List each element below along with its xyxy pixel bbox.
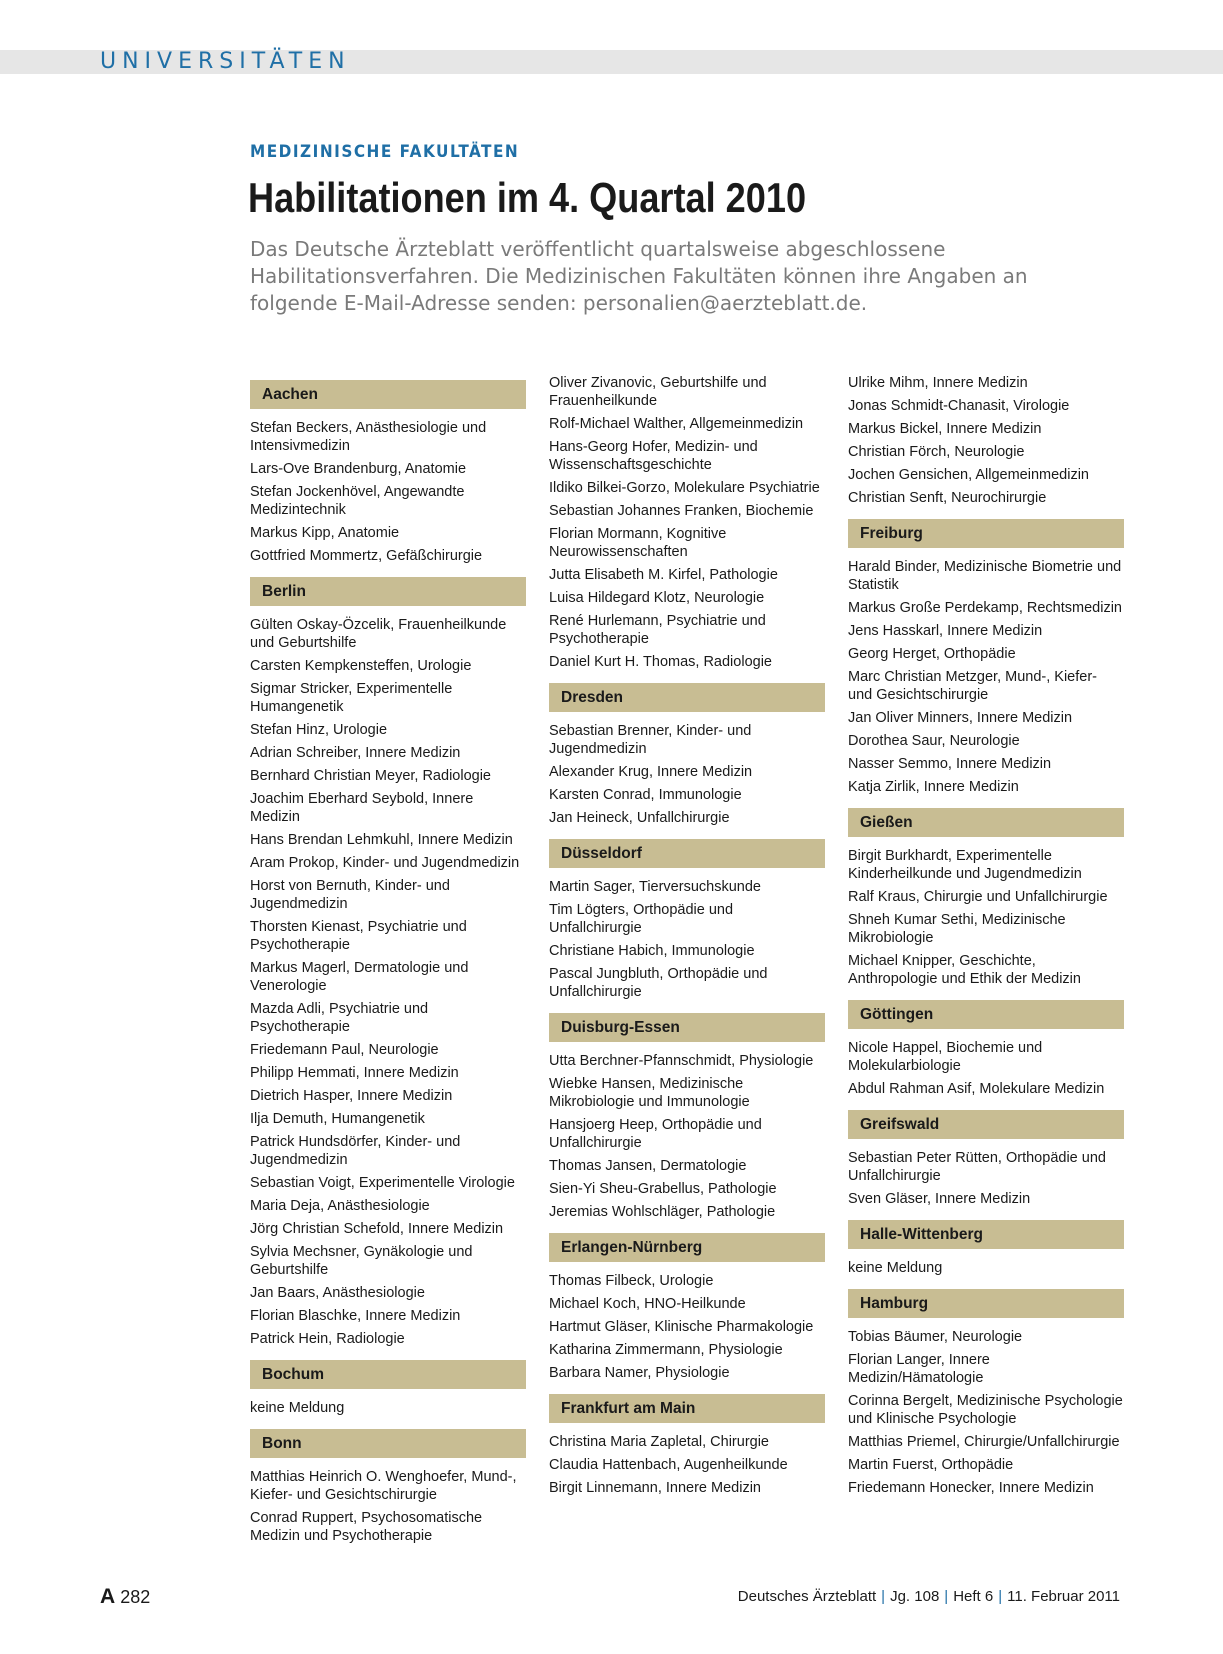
faculty-section bbox=[549, 839, 825, 1001]
habilitation-entry: Dietrich Hasper, Innere Medizin bbox=[250, 1088, 453, 1104]
habilitation-entry: Corinna Bergelt, Medizinische Psychologie und Klinische Psychologie bbox=[848, 1393, 1123, 1427]
habilitation-entry: Maria Deja, Anästhesiologie bbox=[250, 1198, 430, 1214]
page-number-value: 282 bbox=[120, 1587, 151, 1607]
habilitation-entry: Oliver Zivanovic, Geburtshilfe und Frauenheilkunde bbox=[549, 375, 767, 409]
habilitation-entry: Markus Magerl, Dermatologie und Venerologie bbox=[250, 960, 469, 994]
habilitation-entry: Michael Knipper, Geschichte, Anthropologie und Ethik der Medizin bbox=[848, 953, 1081, 987]
habilitation-entry: Florian Langer, Innere Medizin/Hämatologie bbox=[848, 1352, 990, 1386]
habilitation-entry: Christian Senft, Neurochirurgie bbox=[848, 490, 1047, 506]
habilitation-entry: Marc Christian Metzger, Mund-, Kiefer- und Gesichtschirurgie bbox=[848, 669, 1097, 703]
habilitation-entry: Birgit Burkhardt, Experimentelle Kinderheilkunde und Jugendmedizin bbox=[848, 848, 1082, 882]
habilitation-entry: Sebastian Peter Rütten, Orthopädie und Unfallchirurgie bbox=[848, 1150, 1106, 1184]
habilitation-entry: Katharina Zimmermann, Physiologie bbox=[549, 1342, 783, 1358]
faculty-heading: Frankfurt am Main bbox=[549, 1394, 825, 1423]
habilitation-entry: keine Meldung bbox=[848, 1260, 943, 1276]
habilitation-entry: Patrick Hein, Radiologie bbox=[250, 1331, 405, 1347]
habilitation-entry: Hansjoerg Heep, Orthopädie und Unfallchirurgie bbox=[549, 1117, 762, 1151]
habilitation-entry: Hartmut Gläser, Klinische Pharmakologie bbox=[549, 1319, 814, 1335]
faculty-heading: Freiburg bbox=[848, 519, 1124, 548]
habilitation-entry: Jan Heineck, Unfallchirurgie bbox=[549, 810, 730, 826]
habilitation-entry: Hans Brendan Lehmkuhl, Innere Medizin bbox=[250, 832, 513, 848]
habilitation-entry: Patrick Hundsdörfer, Kinder- und Jugendmedizin bbox=[250, 1134, 461, 1168]
habilitation-entry: Sebastian Brenner, Kinder- und Jugendmedizin bbox=[549, 723, 752, 757]
faculty-section bbox=[848, 1110, 1124, 1208]
habilitation-entry: Shneh Kumar Sethi, Medizinische Mikrobiologie bbox=[848, 912, 1066, 946]
habilitation-entry: Christina Maria Zapletal, Chirurgie bbox=[549, 1434, 769, 1450]
habilitation-entry: Adrian Schreiber, Innere Medizin bbox=[250, 745, 461, 761]
habilitation-entry: Karsten Conrad, Immunologie bbox=[549, 787, 742, 803]
habilitation-entry: Jutta Elisabeth M. Kirfel, Pathologie bbox=[549, 567, 778, 583]
faculty-section bbox=[848, 808, 1124, 988]
habilitation-entry: Martin Sager, Tierversuchskunde bbox=[549, 879, 761, 895]
habilitation-entry: Florian Blaschke, Innere Medizin bbox=[250, 1308, 461, 1324]
faculty-heading: Halle-Wittenberg bbox=[848, 1220, 1124, 1249]
habilitation-entry: Utta Berchner-Pfannschmidt, Physiologie bbox=[549, 1053, 814, 1069]
faculty-section bbox=[549, 1013, 825, 1221]
faculty-heading: Göttingen bbox=[848, 1000, 1124, 1029]
habilitation-entry: Aram Prokop, Kinder- und Jugendmedizin bbox=[250, 855, 520, 871]
faculty-heading: Duisburg-Essen bbox=[549, 1013, 825, 1042]
habilitation-entry: Markus Kipp, Anatomie bbox=[250, 525, 400, 541]
column-2 bbox=[549, 374, 825, 1509]
footer-date: 11. Februar 2011 bbox=[1007, 1588, 1120, 1605]
faculty-section bbox=[848, 1220, 1124, 1277]
faculty-section bbox=[250, 380, 526, 565]
habilitation-entry: Conrad Ruppert, Psychosomatische Medizin und Psychotherapie bbox=[250, 1510, 483, 1544]
habilitation-entry: Sebastian Voigt, Experimentelle Virologie bbox=[250, 1175, 515, 1191]
faculty-heading: Greifswald bbox=[848, 1110, 1124, 1139]
faculty-heading: Erlangen-Nürnberg bbox=[549, 1233, 825, 1262]
habilitation-entry: Luisa Hildegard Klotz, Neurologie bbox=[549, 590, 765, 606]
habilitation-entry: Birgit Linnemann, Innere Medizin bbox=[549, 1480, 761, 1496]
habilitation-entry: Bernhard Christian Meyer, Radiologie bbox=[250, 768, 491, 784]
habilitation-entry: Daniel Kurt H. Thomas, Radiologie bbox=[549, 654, 772, 670]
habilitation-entry: Thomas Filbeck, Urologie bbox=[549, 1273, 714, 1289]
habilitation-entry: Ildiko Bilkei-Gorzo, Molekulare Psychiatrie bbox=[549, 480, 820, 496]
habilitation-entry: Jochen Gensichen, Allgemeinmedizin bbox=[848, 467, 1089, 483]
faculty-section bbox=[549, 683, 825, 827]
habilitation-entry: Markus Bickel, Innere Medizin bbox=[848, 421, 1042, 437]
footer-separator: | bbox=[881, 1588, 886, 1605]
column-3 bbox=[848, 374, 1124, 1509]
habilitation-entry: Jan Baars, Anästhesiologie bbox=[250, 1285, 425, 1301]
habilitation-entry: Gülten Oskay-Özcelik, Frauenheilkunde und Geburtshilfe bbox=[250, 617, 507, 651]
page-prefix: A bbox=[100, 1585, 116, 1608]
habilitation-entry: Wiebke Hansen, Medizinische Mikrobiologie und Immunologie bbox=[549, 1076, 750, 1110]
habilitation-entry: Barbara Namer, Physiologie bbox=[549, 1365, 730, 1381]
faculty-section bbox=[848, 374, 1124, 507]
faculty-section bbox=[549, 374, 825, 671]
habilitation-entry: Jonas Schmidt-Chanasit, Virologie bbox=[848, 398, 1070, 414]
habilitation-entry: Michael Koch, HNO-Heilkunde bbox=[549, 1296, 746, 1312]
habilitation-entry: Jörg Christian Schefold, Innere Medizin bbox=[250, 1221, 504, 1237]
habilitation-entry: Rolf-Michael Walther, Allgemeinmedizin bbox=[549, 416, 804, 432]
habilitation-entry: Friedemann Paul, Neurologie bbox=[250, 1042, 439, 1058]
habilitation-entry: keine Meldung bbox=[250, 1400, 345, 1416]
faculty-section bbox=[549, 1394, 825, 1497]
habilitation-entry: Sien-Yi Sheu-Grabellus, Pathologie bbox=[549, 1181, 777, 1197]
habilitation-entry: Stefan Beckers, Anästhesiologie und Intensivmedizin bbox=[250, 420, 487, 454]
faculty-heading: Bochum bbox=[250, 1360, 526, 1389]
habilitation-entry: Nicole Happel, Biochemie und Molekularbiologie bbox=[848, 1040, 1043, 1074]
faculty-heading: Hamburg bbox=[848, 1289, 1124, 1318]
habilitation-entry: Tim Lögters, Orthopädie und Unfallchirurgie bbox=[549, 902, 734, 936]
habilitation-entry: Sigmar Stricker, Experimentelle Humangenetik bbox=[250, 681, 453, 715]
habilitation-entry: Georg Herget, Orthopädie bbox=[848, 646, 1016, 662]
habilitation-entry: Hans-Georg Hofer, Medizin- und Wissenschaftsgeschichte bbox=[549, 439, 758, 473]
habilitation-entry: Joachim Eberhard Seybold, Innere Medizin bbox=[250, 791, 474, 825]
article-title: Habilitationen im 4. Quartal 2010 bbox=[248, 174, 807, 221]
habilitation-entry: Sebastian Johannes Franken, Biochemie bbox=[549, 503, 814, 519]
faculty-section bbox=[250, 1429, 526, 1545]
faculty-section bbox=[250, 1360, 526, 1417]
article-kicker: MEDIZINISCHE FAKULTÄTEN bbox=[250, 142, 520, 162]
habilitation-entry: Ulrike Mihm, Innere Medizin bbox=[848, 375, 1028, 391]
habilitation-entry: Sylvia Mechsner, Gynäkologie und Geburtshilfe bbox=[250, 1244, 473, 1278]
faculty-section bbox=[848, 1000, 1124, 1098]
habilitation-entry: Friedemann Honecker, Innere Medizin bbox=[848, 1480, 1094, 1496]
faculty-heading: Dresden bbox=[549, 683, 825, 712]
habilitation-entry: Pascal Jungbluth, Orthopädie und Unfallchirurgie bbox=[549, 966, 768, 1000]
page-number bbox=[100, 1585, 150, 1609]
habilitation-entry: Matthias Priemel, Chirurgie/Unfallchirurgie bbox=[848, 1434, 1120, 1450]
habilitation-entry: Lars-Ove Brandenburg, Anatomie bbox=[250, 461, 467, 477]
footer-issue: Heft 6 bbox=[953, 1588, 994, 1605]
column-1 bbox=[250, 380, 526, 1557]
habilitation-entry: Florian Mormann, Kognitive Neurowissenschaften bbox=[549, 526, 727, 560]
habilitation-entry: Claudia Hattenbach, Augenheilkunde bbox=[549, 1457, 788, 1473]
habilitation-entry: Stefan Jockenhövel, Angewandte Medizintechnik bbox=[250, 484, 465, 518]
faculty-section bbox=[848, 1289, 1124, 1497]
habilitation-entry: Martin Fuerst, Orthopädie bbox=[848, 1457, 1014, 1473]
faculty-heading: Bonn bbox=[250, 1429, 526, 1458]
habilitation-entry: Ralf Kraus, Chirurgie und Unfallchirurgie bbox=[848, 889, 1108, 905]
section-label: UNIVERSITÄTEN bbox=[100, 49, 351, 74]
faculty-heading: Berlin bbox=[250, 577, 526, 606]
habilitation-entry: Abdul Rahman Asif, Molekulare Medizin bbox=[848, 1081, 1105, 1097]
article-lede: Das Deutsche Ärzteblatt veröffentlicht quartalsweise abgeschlossene Habilitationsverfahren. Die Medizinischen Fakultäten können ihre Angaben an folgende E-Mail-Adresse senden: personalien@aerzteblatt.de. bbox=[250, 237, 1028, 315]
habilitation-entry: Jeremias Wohlschläger, Pathologie bbox=[549, 1204, 776, 1220]
habilitation-entry: Sven Gläser, Innere Medizin bbox=[848, 1191, 1031, 1207]
habilitation-entry: Jens Hasskarl, Innere Medizin bbox=[848, 623, 1043, 639]
habilitation-entry: Stefan Hinz, Urologie bbox=[250, 722, 388, 738]
faculty-heading: Gießen bbox=[848, 808, 1124, 837]
faculty-section bbox=[848, 519, 1124, 796]
habilitation-entry: Harald Binder, Medizinische Biometrie und Statistik bbox=[848, 559, 1122, 593]
habilitation-entry: Philipp Hemmati, Innere Medizin bbox=[250, 1065, 459, 1081]
habilitation-entry: Christian Förch, Neurologie bbox=[848, 444, 1025, 460]
footer-separator: | bbox=[944, 1588, 949, 1605]
footer-volume: Jg. 108 bbox=[890, 1588, 940, 1605]
footer-journal: Deutsches Ärzteblatt bbox=[737, 1588, 877, 1605]
habilitation-entry: Nasser Semmo, Innere Medizin bbox=[848, 756, 1052, 772]
habilitation-entry: Matthias Heinrich O. Wenghoefer, Mund-, Kiefer- und Gesichtschirurgie bbox=[250, 1469, 517, 1503]
habilitation-entry: Tobias Bäumer, Neurologie bbox=[848, 1329, 1023, 1345]
habilitation-entry: Christiane Habich, Immunologie bbox=[549, 943, 755, 959]
habilitation-entry: Thomas Jansen, Dermatologie bbox=[549, 1158, 747, 1174]
habilitation-entry: Ilja Demuth, Humangenetik bbox=[250, 1111, 425, 1127]
habilitation-entry: Katja Zirlik, Innere Medizin bbox=[848, 779, 1019, 795]
footer-separator: | bbox=[998, 1588, 1003, 1605]
habilitation-entry: Carsten Kempkensteffen, Urologie bbox=[250, 658, 472, 674]
faculty-heading: Düsseldorf bbox=[549, 839, 825, 868]
habilitation-entry: René Hurlemann, Psychiatrie und Psychotherapie bbox=[549, 613, 766, 647]
faculty-section bbox=[549, 1233, 825, 1382]
habilitation-entry: Jan Oliver Minners, Innere Medizin bbox=[848, 710, 1073, 726]
habilitation-entry: Gottfried Mommertz, Gefäßchirurgie bbox=[250, 548, 483, 564]
habilitation-entry: Mazda Adli, Psychiatrie und Psychotherapie bbox=[250, 1001, 429, 1035]
habilitation-entry: Horst von Bernuth, Kinder- und Jugendmedizin bbox=[250, 878, 450, 912]
habilitation-entry: Alexander Krug, Innere Medizin bbox=[549, 764, 753, 780]
habilitation-entry: Thorsten Kienast, Psychiatrie und Psychotherapie bbox=[250, 919, 467, 953]
habilitation-entry: Dorothea Saur, Neurologie bbox=[848, 733, 1020, 749]
faculty-section bbox=[250, 577, 526, 1348]
habilitation-entry: Markus Große Perdekamp, Rechtsmedizin bbox=[848, 600, 1122, 616]
footer-citation bbox=[738, 1588, 1120, 1605]
faculty-heading: Aachen bbox=[250, 380, 526, 409]
